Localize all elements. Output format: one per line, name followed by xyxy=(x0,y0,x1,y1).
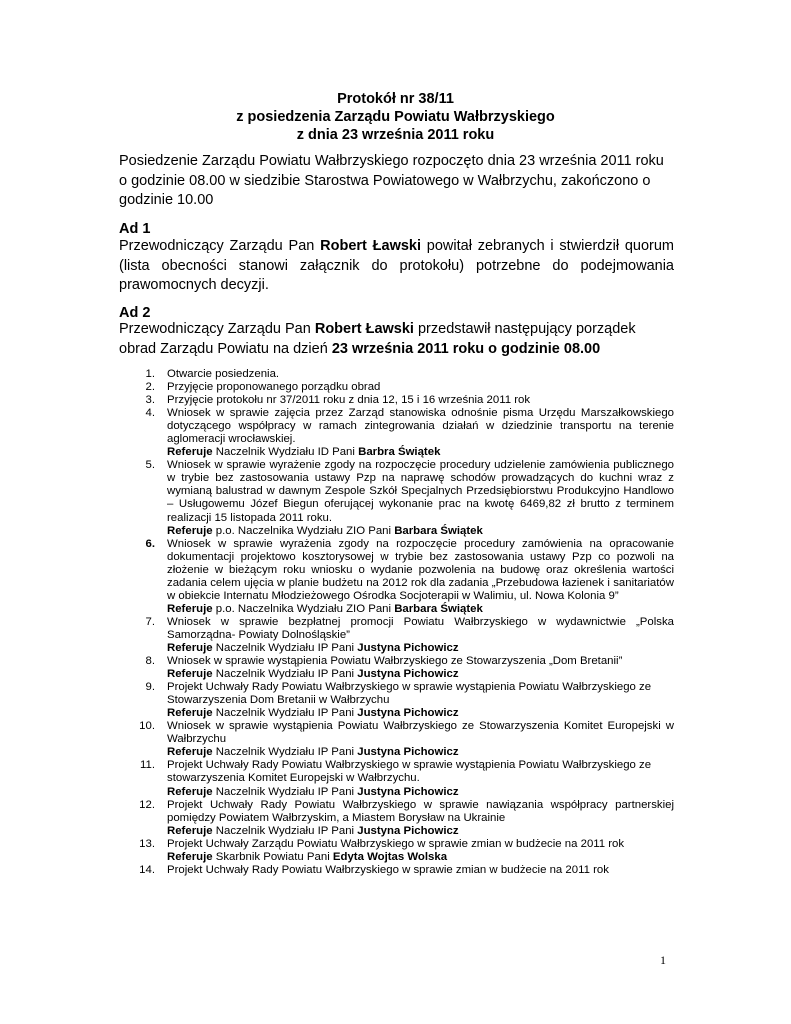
referent-name: Edyta Wojtas Wolska xyxy=(332,850,448,863)
title-line-3: z dnia 23 września 2011 roku xyxy=(296,127,495,143)
agenda-item xyxy=(119,864,674,877)
referent-name: Justyna Pichowicz xyxy=(357,707,459,720)
agenda-item-number: 13. xyxy=(139,837,155,850)
agenda-item xyxy=(119,407,674,459)
agenda-item-referent xyxy=(167,746,674,759)
intro-paragraph xyxy=(119,152,674,211)
referent-label: Referuje xyxy=(167,446,213,459)
ad2-date: 23 września 2011 roku o godzinie 08.00 xyxy=(331,340,601,357)
ad1-paragraph xyxy=(119,237,674,296)
agenda-item-number: 12. xyxy=(139,798,155,811)
agenda-item-number: 7. xyxy=(145,615,155,628)
referent-label: Referuje xyxy=(167,785,213,798)
referent-role: Naczelnik Wydziału IP Pani xyxy=(212,824,358,837)
referent-label: Referuje xyxy=(167,850,213,863)
referent-role: Naczelnik Wydziału ID Pani xyxy=(212,446,359,459)
ad2-line-2 xyxy=(119,340,674,360)
referent-role: Skarbnik Powiatu Pani xyxy=(212,850,333,863)
title-line-2: z posiedzenia Zarządu Powiatu Wałbrzyskiego xyxy=(236,109,555,125)
agenda-item-text: Otwarcie posiedzenia. xyxy=(167,368,280,380)
agenda-item xyxy=(119,381,674,394)
agenda-item-referent xyxy=(167,525,674,538)
agenda-item xyxy=(119,799,674,838)
agenda-item-referent xyxy=(167,786,674,799)
agenda-item-text: Przyjęcie protokołu nr 37/2011 roku z dnia 12, 15 i 16 września 2011 rok xyxy=(167,394,531,407)
agenda-item-referent xyxy=(167,825,674,838)
intro-line-2: o godzinie 08.00 w siedzibie Starostwa Powiatowego w Wałbrzychu, zakończono o xyxy=(119,172,651,189)
agenda-item-text: Projekt Uchwały Rady Powiatu Wałbrzyskiego w sprawie wystąpienia Powiatu Wałbrzyskiego ze Stowarzyszenia Dom Bretanii w Wałbrzychu xyxy=(167,681,652,707)
referent-role: Naczelnik Wydziału IP Pani xyxy=(212,785,358,798)
referent-name: Justyna Pichowicz xyxy=(357,641,459,654)
agenda-item xyxy=(119,368,674,381)
intro-line-1: Posiedzenie Zarządu Powiatu Wałbrzyskiego rozpoczęto dnia 23 września 2011 roku xyxy=(119,153,664,169)
ad2-paragraph xyxy=(119,320,674,359)
referent-role: p.o. Naczelnika Wydziału ZIO Pani xyxy=(212,524,395,537)
agenda-item-text: Wniosek w sprawie bezpłatnej promocji Powiatu Wałbrzyskiego w wydawnictwie „Polska Samorządna- Powiaty Dolnośląskie” xyxy=(167,615,674,641)
agenda-item-number: 14. xyxy=(139,863,155,876)
referent-name: Barbara Świątek xyxy=(394,524,483,537)
agenda-item xyxy=(119,538,674,616)
agenda-item-text: Projekt Uchwały Zarządu Powiatu Wałbrzyskiego w sprawie zmian w budżecie na 2011 rok xyxy=(167,837,625,850)
ad1-post: powitał zebranych i stwierdził quorum (lista obecności stanowi załącznik do protokołu) potrzebne do podejmowania prawomocnych decyzji. xyxy=(119,238,675,294)
title-line-1: Protokół nr 38/11 xyxy=(337,91,454,107)
agenda-item-text: Wniosek w sprawie wystąpienia Powiatu Wałbrzyskiego ze Stowarzyszenia „Dom Bretanii” xyxy=(167,655,623,668)
ad2-mid: przedstawił następujący porządek xyxy=(413,321,636,337)
referent-name: Justyna Pichowicz xyxy=(357,785,459,798)
agenda-item xyxy=(119,394,674,407)
agenda-item-number: 9. xyxy=(145,681,155,694)
agenda-item-text: Wniosek w sprawie zajęcia przez Zarząd stanowiska odnośnie pisma Urzędu Marszałkowskiego dotyczącego współpracy w ramach zintegrowania działań w dziedzinie transportu na terenie aglomeracji wrocławskiej. xyxy=(167,407,674,446)
agenda-item-number: 2. xyxy=(145,381,155,394)
agenda-item xyxy=(119,459,674,537)
agenda-item-number: 3. xyxy=(145,394,155,407)
referent-name: Justyna Pichowicz xyxy=(357,746,459,759)
agenda-item-number: 8. xyxy=(145,655,155,668)
agenda-item-referent xyxy=(167,446,674,459)
agenda-item-text: Projekt Uchwały Rady Powiatu Wałbrzyskiego w sprawie nawiązania współpracy partnerskiej pomiędzy Powiatem Wałbrzyskim, a Miastem Borysław na Ukrainie xyxy=(167,798,674,824)
agenda-item-text: Wniosek w sprawie wyrażenie zgody na rozpoczęcie procedury udzielenie zamówienia publicznego w trybie bez zastosowania ustawy Pzp na naprawę schodów prowadzących do kuchni wraz z wymianą balustrad w dawnym Zespole Szkół Specjalnych Przedsiębiorstwu Produkcyjno Handlowo – Usługowemu Józef Biegun oferującej wykonanie prac na kwotę 6469,82 zł brutto z terminem realizacji 15 listopada 2011 roku. xyxy=(167,459,674,524)
referent-role: p.o. Naczelnika Wydziału ZIO Pani xyxy=(212,602,395,615)
referent-label: Referuje xyxy=(167,641,213,654)
agenda-item-number: 11. xyxy=(140,759,155,772)
referent-label: Referuje xyxy=(167,746,213,759)
agenda-item-text: Przyjęcie proponowanego porządku obrad xyxy=(167,381,381,394)
referent-name: Barbara Świątek xyxy=(394,602,483,615)
referent-label: Referuje xyxy=(167,668,213,681)
agenda-item-text: Wniosek w sprawie wystąpienia Powiatu Wałbrzyskiego ze Stowarzyszenia Komitet Europejski w Wałbrzychu xyxy=(167,720,674,746)
ad2-pre: Przewodniczący Zarządu Pan xyxy=(119,321,315,337)
agenda-item-text: Wniosek w sprawie wyrażenia zgody na rozpoczęcie procedury zamówienia na opracowanie dokumentacji projektowo kosztorysowej w trybie bez zastosowania ustawy Pzp co pozwoli na złożenie w bieżącym roku wniosku o wydanie pozwolenia na budowę oraz określenia wartości zadania celem ujęcia w planie budżetu na 2012 rok dla zadania „Przebudowa łazienek i sanitariatów w obiekcie Internatu Młodzieżowego Ośrodka Socjoterapii w Walimiu, ul. Nowa Kolonia 9” xyxy=(167,537,674,602)
ad1-name: Robert Ławski xyxy=(320,238,422,254)
referent-label: Referuje xyxy=(167,602,213,615)
ad2-heading: Ad 2 xyxy=(119,305,151,321)
agenda-item xyxy=(119,655,674,681)
document-title xyxy=(0,90,791,144)
agenda-item-number: 5. xyxy=(145,459,155,472)
referent-role: Naczelnik Wydziału IP Pani xyxy=(212,641,358,654)
agenda-item xyxy=(119,681,674,720)
referent-role: Naczelnik Wydziału IP Pani xyxy=(212,668,358,681)
referent-name: Justyna Pichowicz xyxy=(357,824,459,837)
agenda-item-text: Projekt Uchwały Rady Powiatu Wałbrzyskiego w sprawie zmian w budżecie na 2011 rok xyxy=(167,863,609,876)
ad2-line-1 xyxy=(119,320,674,340)
agenda-item xyxy=(119,759,674,798)
referent-name: Barbra Świątek xyxy=(358,446,441,459)
agenda-item-referent xyxy=(167,642,674,655)
agenda-item-referent xyxy=(167,707,674,720)
referent-label: Referuje xyxy=(167,824,213,837)
referent-role: Naczelnik Wydziału IP Pani xyxy=(212,707,358,720)
ad1-heading: Ad 1 xyxy=(119,221,151,237)
agenda-item-referent xyxy=(167,668,674,681)
agenda-item-text: Projekt Uchwały Rady Powiatu Wałbrzyskiego w sprawie wystąpienia Powiatu Wałbrzyskiego ze stowarzyszenia Komitet Europejski w Wałbrzychu. xyxy=(167,759,652,785)
agenda-item-number: 4. xyxy=(145,407,155,420)
referent-label: Referuje xyxy=(167,524,213,537)
ad2-line2-pre: obrad Zarządu Powiatu na dzień xyxy=(119,340,332,357)
intro-line-3: godzinie 10.00 xyxy=(119,192,214,209)
referent-label: Referuje xyxy=(167,707,213,720)
agenda-item-number: 1. xyxy=(145,368,155,380)
agenda-list xyxy=(119,368,674,877)
agenda-item-number: 10. xyxy=(139,720,155,733)
referent-role: Naczelnik Wydziału IP Pani xyxy=(212,746,358,759)
agenda-item xyxy=(119,616,674,655)
page-number: 1 xyxy=(660,953,666,967)
referent-name: Justyna Pichowicz xyxy=(357,668,459,681)
ad2-name: Robert Ławski xyxy=(314,321,414,337)
agenda-item xyxy=(119,720,674,759)
agenda-item-referent xyxy=(167,603,674,616)
ad1-pre: Przewodniczący Zarządu Pan xyxy=(119,238,321,254)
agenda-item-referent xyxy=(167,851,674,864)
agenda-item xyxy=(119,838,674,864)
agenda-item-number: 6. xyxy=(145,537,155,550)
